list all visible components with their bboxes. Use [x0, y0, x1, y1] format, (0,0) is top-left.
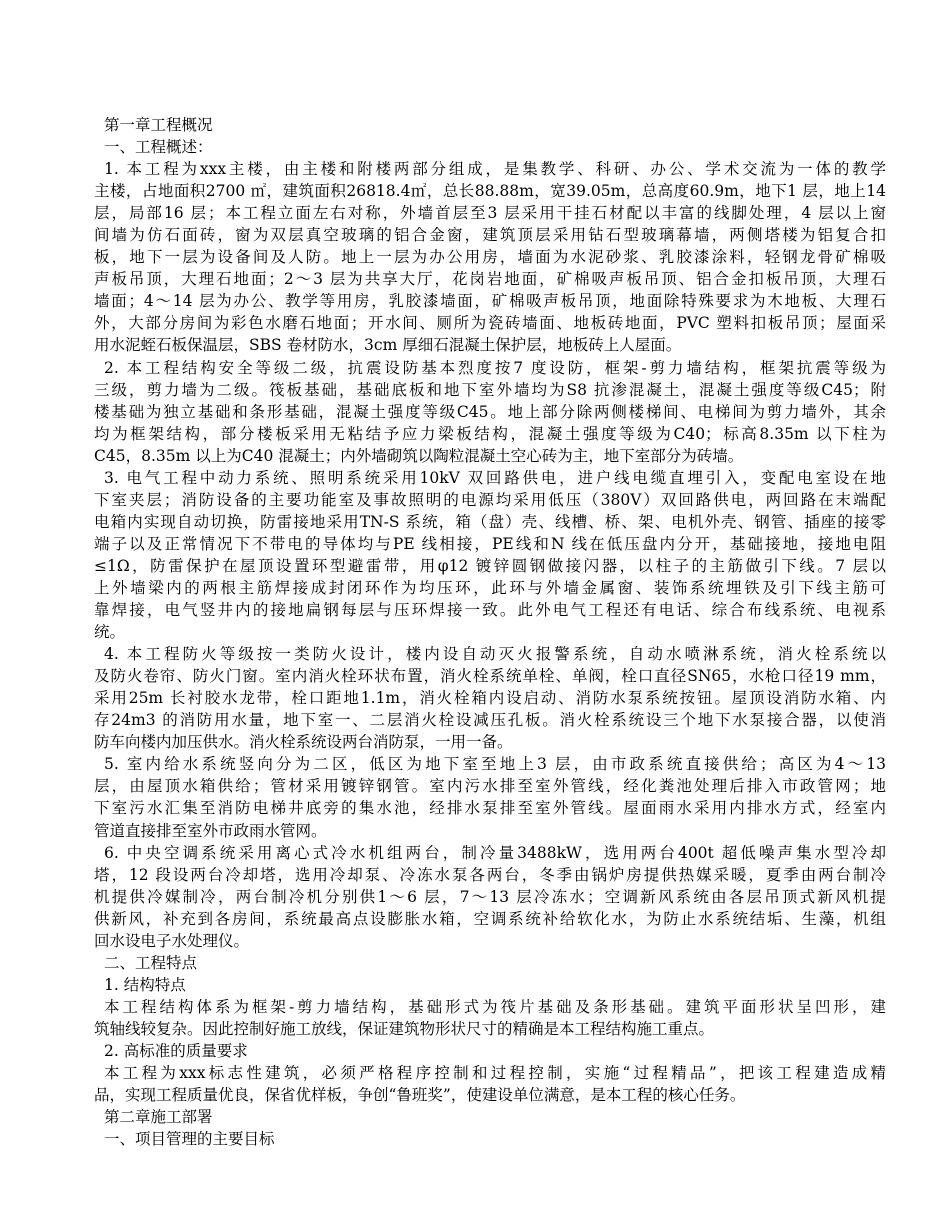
text-line: 下室污水汇集至消防电梯井底旁的集水池，经排水泵排至室外管线。屋面雨水采用内排水方式，经室内: [94, 799, 886, 818]
text-line: 筑轴线较复杂。因此控制好施工放线，保证建筑物形状尺寸的精确是本工程结构施工重点。: [94, 1019, 715, 1038]
text-line: 回水设电子水处理仪。: [94, 931, 250, 950]
text-line: 防车向楼内加压供水。消火栓系统设两台消防泵，一用一备。: [94, 733, 513, 752]
text-line: 外，大部分房间为彩色水磨石地面；开水间、厕所为瓷砖墙面、地板砖地面，PVC 塑料扣板吊顶；屋面采: [94, 314, 886, 333]
text-line: 三级，剪力墙为二级。筏板基础，基础底板和地下室外墙均为S8 抗渗混凝土，混凝土强度等级C45；附: [94, 380, 886, 399]
text-line: 主楼，占地面积2700 ㎡，建筑面积26818.4㎡，总长88.88m，宽39.05m，总高度60.9m，地下1 层，地上14: [94, 182, 886, 201]
text-line: 声板吊顶，大理石地面；2～3 层为共享大厅，花岗岩地面，矿棉吸声板吊顶、铝合金扣板吊顶，大理石: [94, 270, 886, 289]
document-page: [94, 114, 886, 1150]
text-line: 机提供冷媒制冷，两台制冷机分别供1～6 层，7～13 层冷冻水；空调新风系统由各层吊顶式新风机提: [94, 887, 886, 906]
text-line: 管道直接排至室外市政雨水管网。: [94, 821, 327, 840]
text-line: 一、工程概述：: [104, 138, 213, 157]
text-line: 本工程为xxx标志性建筑，必须严格程序控制和过程控制，实施“过程精品”，把该工程建造成精: [104, 1064, 886, 1083]
text-line: 第二章施工部署: [104, 1108, 213, 1127]
text-line: 下室夹层；消防设备的主要功能室及事故照明的电源均采用低压（380V）双回路供电，两回路在末端配: [94, 490, 886, 509]
text-line: 塔，12 段设两台冷却塔，选用冷却泵、冷冻水泵各两台，冬季由锅炉房提供热媒采暖，夏季由两台制冷: [94, 865, 886, 884]
text-line: 二、工程特点: [104, 953, 198, 972]
text-line: 用水泥蛭石板保温层，SBS 卷材防水，3cm 厚细石混凝土保护层，地板砖上人屋面。: [94, 336, 682, 355]
text-line: 层，局部16 层；本工程立面左右对称，外墙首层至3 层采用干挂石材配以丰富的线脚处理，4 层以上窗: [94, 204, 886, 223]
text-line: 2. 本工程结构安全等级二级，抗震设防基本烈度按7 度设防，框架-剪力墙结构，框架抗震等级为: [104, 358, 886, 377]
text-line: C45，8.35m 以上为C40 混凝土；内外墙砌筑以陶粒混凝土空心砖为主，地下室部分为砖墙。: [94, 446, 744, 465]
text-line: 靠焊接，电气竖井内的接地扁钢每层与压环焊接一致。此外电气工程还有电话、综合布线系统、电视系: [94, 601, 886, 620]
text-line: 上外墙梁内的两根主筋焊接成封闭环作为均压环，此环与外墙金属窗、装饰系统埋铁及引下线主筋可: [94, 578, 886, 597]
text-line: 均为框架结构，部分楼板采用无粘结予应力梁板结构，混凝土强度等级为C40；标高8.35m 以下柱为: [94, 424, 886, 443]
text-line: 2. 高标准的质量要求: [104, 1041, 248, 1060]
text-line: 1. 结构特点: [104, 975, 186, 994]
text-line: 3. 电气工程中动力系统、照明系统采用10kV 双回路供电，进户线电缆直埋引入，变配电室设在地: [104, 468, 886, 487]
text-line: 本工程结构体系为框架-剪力墙结构，基础形式为筏片基础及条形基础。建筑平面形状呈凹形，建: [104, 997, 886, 1016]
text-line: 间墙为仿石面砖，窗为双层真空玻璃的铝合金窗，建筑顶层采用钻石型玻璃幕墙，两侧塔楼为铝复合扣: [94, 226, 886, 245]
text-line: 层，由屋顶水箱供给；管材采用镀锌钢管。室内污水排至室外管线，经化粪池处理后排入市政管网；地: [94, 777, 886, 796]
text-line: 第一章工程概况: [104, 116, 213, 134]
text-line: 端子以及正常情况下不带电的导体均与PE 线相接，PE线和N 线在低压盘内分开，基础接地，接地电阻: [94, 534, 886, 553]
text-line: 5. 室内给水系统竖向分为二区，低区为地下室至地上3 层，由市政系统直接供给；高区为4～13: [104, 755, 886, 774]
text-line: ≤1Ω，防雷保护在屋顶设置环型避雷带，用φ12 镀锌圆钢做接闪器，以柱子的主筋做引下线。7 层以: [94, 556, 886, 575]
text-line: 1. 本工程为xxx主楼，由主楼和附楼两部分组成，是集教学、科研、办公、学术交流为一体的教学: [104, 160, 886, 179]
text-line: 供新风，补充到各房间，系统最高点设膨胀水箱，空调系统补给软化水，为防止水系统结垢、生藻，机组: [94, 909, 886, 928]
text-line: 墙面；4～14 层为办公、教学等用房，乳胶漆墙面，矿棉吸声板吊顶，地面除特殊要求为木地板、大理石: [94, 292, 886, 311]
text-line: 电箱内实现自动切换，防雷接地采用TN-S 系统，箱（盘）壳、线槽、桥、架、电机外壳、钢管、插座的接零: [94, 512, 886, 531]
text-line: 板，地下一层为设备间及人防。地上一层为办公用房，墙面为水泥砂浆、乳胶漆涂料，轻钢龙骨矿棉吸: [94, 248, 886, 267]
text-line: 品，实现工程质量优良，保省优样板，争创“鲁班奖”，使建设单位满意，是本工程的核心任务。: [94, 1086, 746, 1105]
text-line: 采用25m 长衬胶水龙带，栓口距地1.1m，消火栓箱内设启动、消防水泵系统按钮。屋顶设消防水箱、内: [94, 689, 886, 708]
text-line: 一、项目管理的主要目标: [104, 1130, 275, 1149]
text-line: 6. 中央空调系统采用离心式冷水机组两台，制冷量3488kW，选用两台400t 超低噪声集水型冷却: [104, 843, 886, 862]
text-line: 及防火卷帘、防火门窗。室内消火栓环状布置，消火栓系统单栓、单阀，栓口直径SN65，水枪口径19 mm，: [94, 667, 886, 686]
text-line: 4. 本工程防火等级按一类防火设计，楼内设自动灭火报警系统，自动水喷淋系统，消火栓系统以: [104, 645, 886, 664]
text-line: 统。: [94, 623, 126, 642]
text-line: 存24m3 的消防用水量，地下室一、二层消火栓设减压孔板。消火栓系统设三个地下水泵接合器，以使消: [94, 711, 886, 730]
text-line: 楼基础为独立基础和条形基础，混凝土强度等级C45。地上部分除两侧楼梯间、电梯间为剪力墙外，其余: [94, 402, 886, 421]
